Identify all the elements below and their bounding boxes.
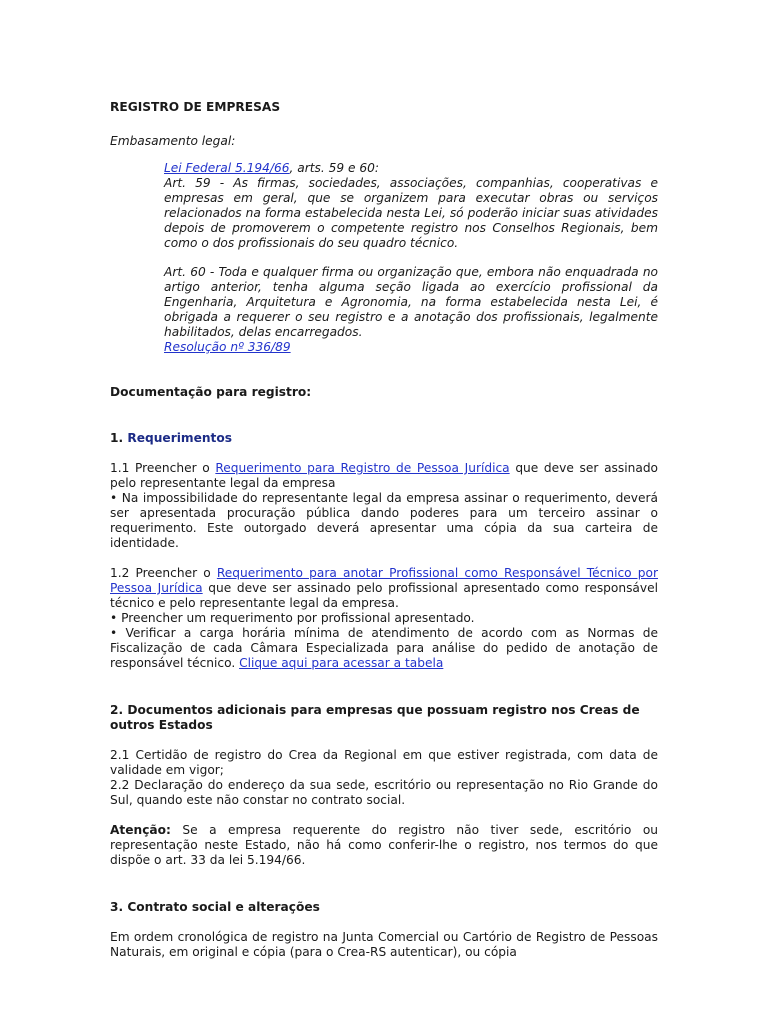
resolution-link[interactable]: Resolução nº 336/89 bbox=[164, 340, 291, 354]
responsavel-tecnico-link[interactable]: Requerimento para anotar Profissional como Responsável Técnico por Pessoa Jurídica bbox=[110, 566, 659, 595]
item12-bullet2: • Verificar a carga horária mínima de atendimento de acordo com as Normas de Fiscalização de cada Câmara Especializada para análise do pedido de anotação de responsável técnico. bbox=[110, 626, 658, 670]
section1-number: 1. bbox=[110, 431, 124, 445]
law-quote bbox=[164, 161, 658, 355]
item12-suffix: que deve ser assinado pelo profissional apresentado como responsável técnico e pelo representante legal da empresa. bbox=[110, 581, 658, 610]
section1-heading bbox=[110, 431, 658, 446]
art60-paragraph bbox=[164, 265, 658, 355]
item11-prefix: 1.1 Preencher o bbox=[110, 461, 210, 475]
item12-bullet1: • Preencher um requerimento por profissional apresentado. bbox=[110, 611, 475, 625]
item11-bullet: • Na impossibilidade do representante legal da empresa assinar o requerimento, deverá ser apresentada procuração pública dando poderes para um terceiro assinar o requerimento. Este outorgado deverá apresentar uma cópia da sua carteira de identidade. bbox=[110, 491, 658, 550]
section1-item1 bbox=[110, 461, 658, 551]
registro-pj-link[interactable]: Requerimento para Registro de Pessoa Jurídica bbox=[215, 461, 510, 475]
documentation-heading: Documentação para registro: bbox=[110, 385, 312, 399]
section2-heading: 2. Documentos adicionais para empresas que possuam registro nos Creas de outros Estados bbox=[110, 703, 640, 732]
item22-text: 2.2 Declaração do endereço da sua sede, escritório ou representação no Rio Grande do Sul, quando este não constar no contrato social. bbox=[110, 778, 658, 807]
item12-prefix: 1.2 Preencher o bbox=[110, 566, 211, 580]
attention-paragraph bbox=[110, 823, 658, 868]
law-suffix: , arts. 59 e 60: bbox=[289, 161, 380, 175]
section3-text: Em ordem cronológica de registro na Junta Comercial ou Cartório de Registro de Pessoas Naturais, em original e cópia (para o Crea-RS autenticar), ou cópia bbox=[110, 930, 658, 959]
section1-title: Requerimentos bbox=[127, 431, 232, 445]
tabela-link[interactable]: Clique aqui para acessar a tabela bbox=[239, 656, 444, 670]
attention-label: Atenção: bbox=[110, 823, 171, 837]
section3-heading: 3. Contrato social e alterações bbox=[110, 900, 320, 914]
attention-text: Se a empresa requerente do registro não tiver sede, escritório ou representação neste Estado, não há como conferir-lhe o registro, nos termos do que dispõe o art. 33 da lei 5.194/66. bbox=[110, 823, 659, 867]
lei-federal-link[interactable]: Lei Federal 5.194/66 bbox=[164, 161, 290, 175]
section2-items bbox=[110, 748, 658, 808]
section1-item2 bbox=[110, 566, 658, 671]
document-body bbox=[110, 100, 658, 960]
art60-text: Art. 60 - Toda e qualquer firma ou organização que, embora não enquadrada no artigo anterior, tenha alguma seção ligada ao exercício profissional da Engenharia, Arquitetura e Agronomia, na forma estabelecida nesta Lei, é obrigada a requerer o seu registro e a anotação dos profissionais, legalmente habilitados, delas encarregados. bbox=[164, 265, 658, 339]
item11-suffix: que deve ser assinado pelo representante legal da empresa bbox=[110, 461, 659, 490]
legal-basis-label: Embasamento legal: bbox=[110, 134, 236, 148]
art59-paragraph bbox=[164, 161, 658, 251]
art59-text: Art. 59 - As firmas, sociedades, associações, companhias, cooperativas e empresas em geral, que se organizem para executar obras ou serviços relacionados na forma estabelecida nesta Lei, só poderão iniciar suas atividades depois de promoverem o competente registro nos Conselhos Regionais, bem como o dos profissionais do seu quadro técnico. bbox=[164, 176, 658, 250]
item21-text: 2.1 Certidão de registro do Crea da Regional em que estiver registrada, com data de validade em vigor; bbox=[110, 748, 658, 777]
page-title: REGISTRO DE EMPRESAS bbox=[110, 100, 281, 114]
